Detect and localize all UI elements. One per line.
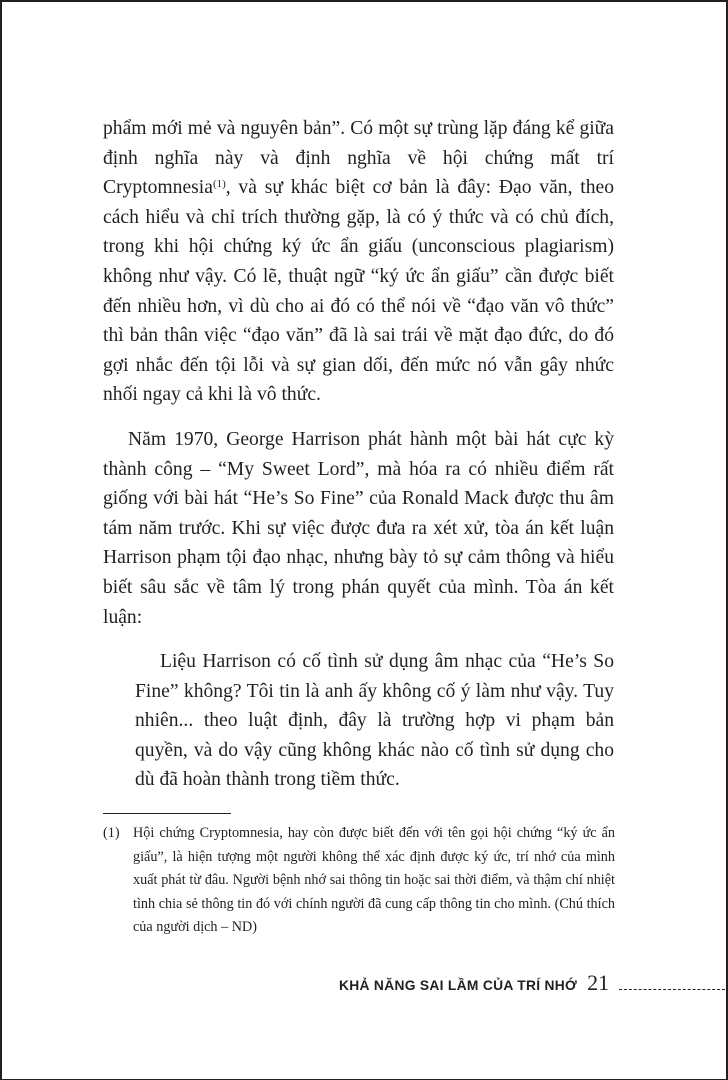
page-border-left (0, 0, 2, 1080)
footnote-separator (103, 813, 231, 814)
paragraph-text (103, 114, 614, 410)
footnote-text: Hội chứng Cryptomnesia, hay còn được biết đến với tên gọi hội chứng “ký ức ẩn giấu”, là hiện tượng một người không thể xác định được ký ức, trí nhớ của mình xuất phát từ đâu. Người bệnh nhớ sai thông tin hoặc sai thời điểm, và thậm chí nhiệt tình chia sẻ thông tin đó với chính người đã cung cấp thông tin cho mình. (Chú thích của người dịch – ND) (133, 825, 615, 935)
footnote-reference[interactable]: (1) (212, 178, 226, 191)
running-footer-title: KHẢ NĂNG SAI LẦM CỦA TRÍ NHỚ (339, 978, 578, 993)
footnote (103, 822, 615, 940)
body-paragraph-1 (103, 114, 614, 410)
quote-text: Liệu Harrison có cố tình sử dụng âm nhạc của “He’s So Fine” không? Tôi tin là anh ấy không cố ý làm như vậy. Tuy nhiên... theo luật định, đây là trường hợp vi phạm bản quyền, và do vậy cũng không khác nào cố tình sử dụng cho dù đã hoàn thành trong tiềm thức. (135, 651, 614, 791)
block-quote (135, 647, 614, 795)
page-number: 21 (587, 970, 610, 995)
paragraph-text-before-note: phẩm mới mẻ và nguyên bản”. Có một sự trùng lặp đáng kể giữa định nghĩa này và định nghĩa về hội chứng mất trí Cryptomnesia (103, 118, 614, 199)
page-border-top (0, 0, 728, 2)
body-paragraph-2 (103, 425, 614, 632)
footer-dotted-leader (619, 989, 725, 990)
running-footer (339, 970, 609, 1000)
paragraph-text: Năm 1970, George Harrison phát hành một bài hát cực kỳ thành công – “My Sweet Lord”, mà hóa ra có nhiều điểm rất giống với bài hát “He’s So Fine” của Ronald Mack được thu âm tám năm trước. Khi sự việc được đưa ra xét xử, tòa án kết luận Harrison phạm tội đạo nhạc, nhưng bày tỏ sự cảm thông và hiểu biết sâu sắc về tâm lý trong phán quyết của mình. Tòa án kết luận: (103, 429, 614, 628)
footnote-mark: (1) (103, 825, 120, 841)
paragraph-text-after-note: , và sự khác biệt cơ bản là đây: Đạo văn, theo cách hiểu và chỉ trích thường gặp, là có ý thức và có chủ đích, trong khi hội chứng ký ức ẩn giấu (unconscious plagiarism) không như vậy. Có lẽ, thuật ngữ “ký ức ẩn giấu” cần được biết đến nhiều hơn, vì dù cho ai đó có thể nói về “đạo văn vô thức” thì bản thân việc “đạo văn” đã là sai trái về mặt đạo đức, do đó gợi nhắc đến tội lỗi và sự gian dối, đến mức nó vẫn gây nhức nhối ngay cả khi là vô thức. (103, 177, 614, 406)
